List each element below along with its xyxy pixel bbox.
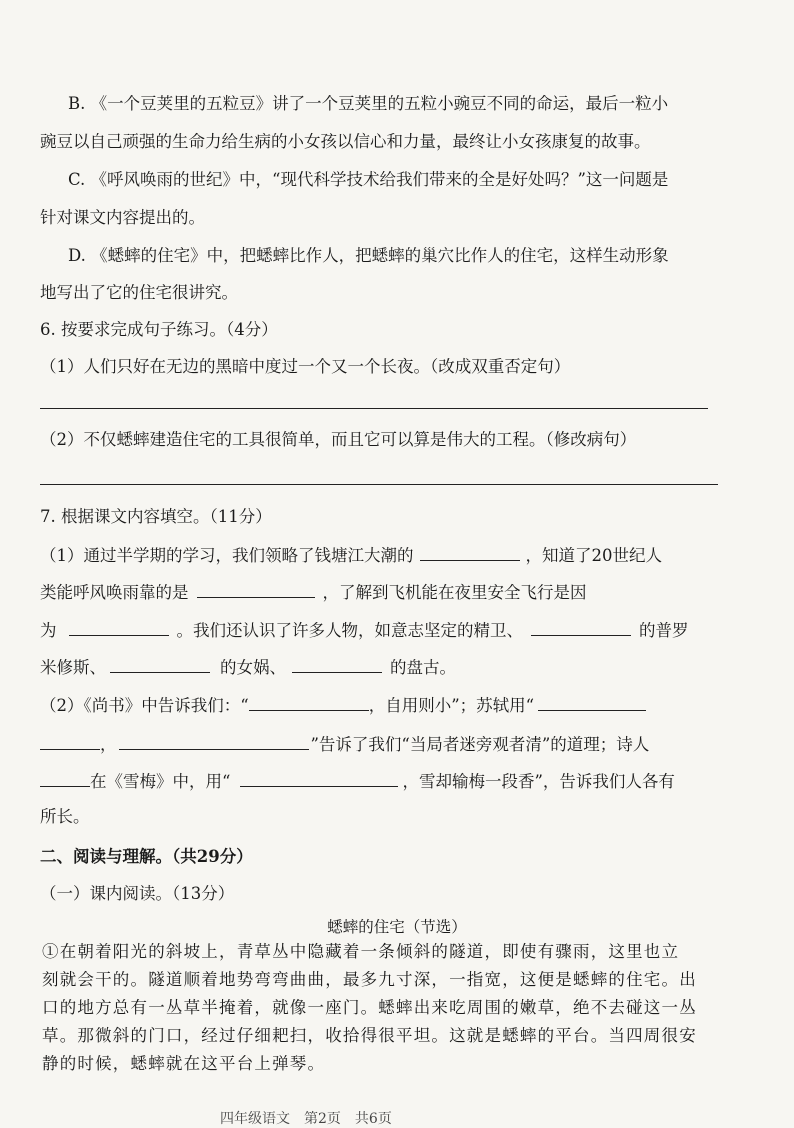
section-2-subtitle: （一）课内阅读。（13分）: [40, 884, 235, 903]
fill-text: 的女娲、: [220, 658, 286, 677]
fill-text: 。我们还认识了许多人物，如意志坚定的精卫、: [176, 621, 523, 640]
passage-line: 静的时候，蟋蟀就在这平台上弹琴。: [42, 1054, 326, 1073]
fill-blank[interactable]: [240, 768, 398, 787]
question-7-part1-line4: [40, 654, 776, 680]
fill-text: ，知道了20世纪人: [525, 546, 662, 565]
fill-text: 的普罗: [639, 621, 689, 640]
passage-body: [42, 938, 776, 1078]
fill-blank[interactable]: [40, 768, 90, 787]
fill-text: ，自用则小”；苏轼用“: [368, 696, 535, 715]
fill-text: 为: [40, 621, 57, 640]
fill-blank[interactable]: [40, 731, 100, 750]
question-6-title: 6. 按要求完成句子练习。（4分）: [40, 320, 278, 339]
answer-line-6-2[interactable]: [40, 484, 718, 485]
fill-blank[interactable]: [197, 579, 315, 598]
section-2-title: 二、阅读与理解。（共29分）: [40, 847, 253, 866]
question-7-title: 7. 根据课文内容填空。（11分）: [40, 507, 272, 526]
passage-line: ①在朝着阳光的斜坡上，青草丛中隐藏着一条倾斜的隧道，即使有骤雨，这里也立: [42, 942, 680, 961]
fill-text: 类能呼风唤雨靠的是: [40, 583, 189, 602]
option-d-line1: D. 《蟋蟀的住宅》中，把蟋蟀比作人，把蟋蟀的巢穴比作人的住宅，这样生动形象: [68, 246, 669, 265]
question-7-part2-line4: 所长。: [40, 807, 90, 826]
fill-text: （2）《尚书》中告诉我们：“: [40, 696, 249, 715]
fill-text: ，: [100, 735, 117, 754]
fill-text: ”告诉了我们“当局者迷旁观者清”的道理；诗人: [310, 735, 650, 754]
question-7-part2-line2: [40, 731, 776, 757]
option-b-line2: 豌豆以自己顽强的生命力给生病的小女孩以信心和力量，最终让小女孩康复的故事。: [40, 132, 651, 151]
fill-blank[interactable]: [249, 692, 369, 711]
fill-text: ，雪却输梅一段香”，告诉我们人各有: [402, 772, 675, 791]
passage-title: 蟋蟀的住宅（节选）: [327, 918, 467, 936]
fill-blank[interactable]: [538, 692, 646, 711]
fill-text: 在《雪梅》中，用“: [90, 772, 231, 791]
option-c-line2: 针对课文内容提出的。: [40, 208, 205, 227]
fill-text: 的盘古。: [390, 658, 456, 677]
fill-blank[interactable]: [420, 542, 520, 561]
passage-line: 草。那微斜的门口，经过仔细耙扫，收拾得很平坦。这就是蟋蟀的平台。当四周很安: [42, 1026, 697, 1045]
option-d-line2: 地写出了它的住宅很讲究。: [40, 283, 238, 302]
passage-line: 口的地方总有一丛草半掩着，就像一座门。蟋蟀出来吃周围的嫩草，绝不去碰这一丛: [42, 998, 697, 1017]
question-7-part2-line3: [40, 768, 776, 794]
question-6-item1: （1）人们只好在无边的黑暗中度过一个又一个长夜。（改成双重否定句）: [40, 357, 571, 376]
option-b-line1: B. 《一个豆荚里的五粒豆》讲了一个豆荚里的五粒小豌豆不同的命运，最后一粒小: [68, 94, 669, 113]
question-7-part1-line3: [40, 617, 776, 643]
page-footer: 四年级语文 第2页 共6页: [220, 1111, 392, 1127]
passage-line: 刻就会干的。隧道顺着地势弯弯曲曲，最多九寸深，一指宽，这便是蟋蟀的住宅。出: [42, 970, 697, 989]
answer-line-6-1[interactable]: [40, 408, 708, 409]
fill-blank[interactable]: [69, 617, 169, 636]
question-7-part1-line1: [40, 542, 776, 568]
fill-text: （1）通过半学期的学习，我们领略了钱塘江大潮的: [40, 546, 414, 565]
question-7-part2-line1: [40, 692, 776, 718]
fill-blank[interactable]: [119, 731, 309, 750]
option-c-line1: C. 《呼风唤雨的世纪》中，“现代科学技术给我们带来的全是好处吗？”这一问题是: [68, 170, 669, 189]
fill-text: 米修斯、: [40, 658, 106, 677]
question-6-item2: （2）不仅蟋蟀建造住宅的工具很简单，而且它可以算是伟大的工程。（修改病句）: [40, 430, 637, 449]
fill-blank[interactable]: [292, 654, 382, 673]
question-7-part1-line2: [40, 579, 776, 605]
fill-text: ，了解到飞机能在夜里安全飞行是因: [322, 583, 587, 602]
fill-blank[interactable]: [531, 617, 631, 636]
fill-blank[interactable]: [110, 654, 210, 673]
